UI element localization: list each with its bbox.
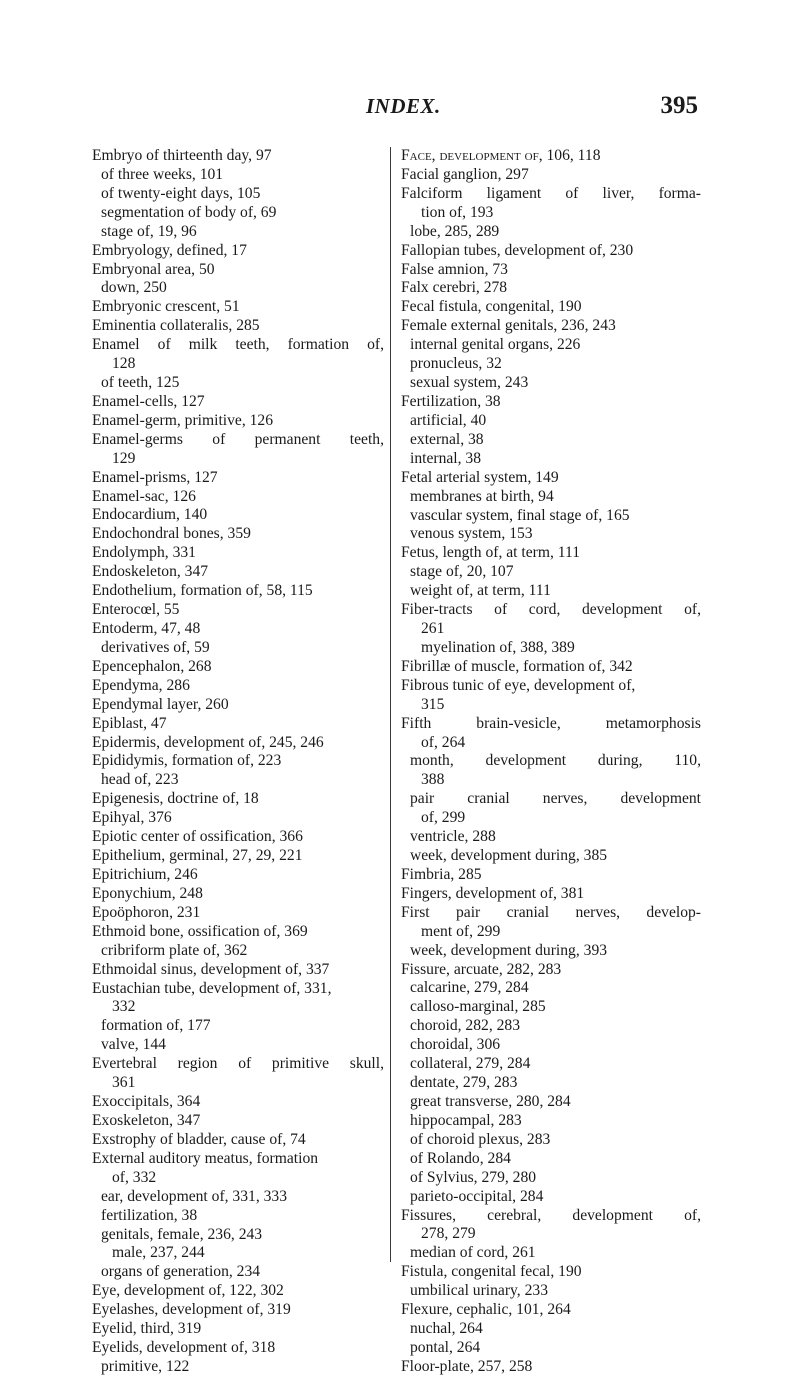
index-entry: Epitrichium, 246: [92, 866, 198, 883]
index-entry: Fertilization, 38: [401, 392, 501, 410]
index-entry: Evertebral region of primitive skull,: [92, 1055, 384, 1073]
index-entry: Enamel-sac, 126: [92, 487, 196, 505]
index-entry: hippocampal, 283: [410, 1111, 522, 1129]
index-entry: Eponychium, 248: [92, 884, 203, 902]
index-entry: 315: [421, 695, 445, 713]
index-entry: Flexure, cephalic, 101, 264: [401, 1301, 571, 1319]
index-entry: ear, development of, 331, 333: [101, 1187, 288, 1205]
index-entry: Endolymph, 331: [92, 544, 196, 562]
column-divider: [390, 147, 391, 1262]
index-column-left: [92, 147, 384, 1377]
index-entry: Fetal arterial system, 149: [401, 468, 559, 486]
page-number: 395: [660, 92, 698, 119]
index-entry: Epihyal, 376: [92, 809, 172, 827]
index-entry: Epithelium, germinal, 27, 29, 221: [92, 847, 303, 865]
index-entry: Exoskeleton, 347: [92, 1111, 201, 1129]
index-entry: median of cord, 261: [410, 1244, 536, 1262]
index-entry: Fibrillæ of muscle, formation of, 342: [401, 657, 633, 675]
index-entry: Endocardium, 140: [92, 506, 208, 524]
index-entry: pontal, 264: [410, 1338, 481, 1356]
index-entry: Enamel of milk teeth, formation of,: [92, 336, 384, 354]
index-entry: of three weeks, 101: [101, 165, 224, 183]
index-entry: dentate, 279, 283: [410, 1074, 518, 1092]
index-entry: Fibrous tunic of eye, development of,: [401, 676, 636, 694]
index-entry: Eyelashes, development of, 319: [92, 1301, 291, 1319]
index-entry: of, 332: [112, 1168, 157, 1186]
index-entry: Eustachian tube, development of, 331,: [92, 979, 332, 997]
index-entry: venous system, 153: [410, 525, 533, 543]
index-entry: internal, 38: [410, 449, 482, 467]
index-entry: calloso-marginal, 285: [410, 998, 546, 1016]
index-entry: Enamel-prisms, 127: [92, 468, 218, 486]
index-entry: primitive, 122: [101, 1357, 190, 1375]
index-entry: weight of, at term, 111: [410, 582, 551, 600]
index-entry: Falciform ligament of liver, forma-: [401, 184, 701, 202]
index-entry: Enamel-germ, primitive, 126: [92, 411, 274, 429]
index-entry: stage of, 19, 96: [101, 222, 197, 240]
index-entry: Epigenesis, doctrine of, 18: [92, 790, 259, 808]
index-entry: derivatives of, 59: [101, 638, 210, 656]
index-entry: choroidal, 306: [410, 1036, 501, 1054]
index-entry: segmentation of body of, 69: [101, 203, 277, 221]
index-entry: of, 299: [421, 809, 466, 827]
index-entry: Epiblast, 47: [92, 714, 167, 732]
index-entry: Epididymis, formation of, 223: [92, 752, 282, 770]
index-entry: Fifth brain-vesicle, metamorphosis: [401, 714, 701, 732]
index-entry: of teeth, 125: [101, 374, 180, 392]
index-entry: 388: [421, 771, 445, 789]
index-column-right: [401, 147, 701, 1377]
index-entry: Enamel-cells, 127: [92, 392, 205, 410]
index-entry: Ethmoidal sinus, development of, 337: [92, 960, 330, 978]
index-entry: Enterocœl, 55: [92, 601, 180, 619]
index-entry: male, 237, 244: [112, 1244, 205, 1262]
index-entry: week, development during, 393: [410, 941, 608, 959]
index-entry: Ethmoid bone, ossification of, 369: [92, 922, 308, 940]
index-entry: Female external genitals, 236, 243: [401, 317, 616, 335]
index-entry: 129: [112, 449, 136, 467]
index-entry: Epoöphoron, 231: [92, 903, 201, 921]
index-entry: Fallopian tubes, development of, 230: [401, 241, 634, 259]
index-entry: parieto-occipital, 284: [410, 1187, 544, 1205]
index-entry: Exoccipitals, 364: [92, 1093, 201, 1111]
index-entry: internal genital organs, 226: [410, 336, 581, 354]
index-entry: Entoderm, 47, 48: [92, 620, 201, 638]
index-entry: False amnion, 73: [401, 260, 508, 278]
index-entry: Eminentia collateralis, 285: [92, 317, 260, 335]
index-entry: tion of, 193: [421, 203, 494, 221]
index-entry: Facial ganglion, 297: [401, 165, 529, 183]
index-entry: 332: [112, 998, 136, 1016]
index-entry: of Rolando, 284: [410, 1149, 511, 1167]
index-entry: pronucleus, 32: [410, 355, 502, 373]
index-entry: Embryonal area, 50: [92, 260, 215, 278]
index-entry: of choroid plexus, 283: [410, 1130, 551, 1148]
index-entry: week, development during, 385: [410, 847, 608, 865]
index-entry: Embryology, defined, 17: [92, 241, 247, 259]
index-entry: Enamel-germs of permanent teeth,: [92, 430, 384, 448]
index-entry: head of, 223: [101, 771, 179, 789]
index-entry: Eyelids, development of, 318: [92, 1339, 276, 1357]
index-entry: External auditory meatus, formation: [92, 1149, 319, 1167]
index-entry: 278, 279: [421, 1225, 476, 1243]
index-entry: 361: [112, 1074, 136, 1092]
index-entry: Ependyma, 286: [92, 676, 190, 694]
index-entry: Fiber-tracts of cord, development of,: [401, 601, 701, 619]
index-entry: Face, development of, 106, 118: [401, 147, 601, 164]
index-entry: Fissure, arcuate, 282, 283: [401, 960, 562, 978]
index-entry: Embryonic crescent, 51: [92, 298, 240, 316]
index-entry: vascular system, final stage of, 165: [410, 506, 630, 524]
index-entry: cribriform plate of, 362: [101, 941, 248, 959]
index-entry: organs of generation, 234: [101, 1263, 261, 1281]
index-entry: Endothelium, formation of, 58, 115: [92, 582, 313, 600]
index-entry: umbilical urinary, 233: [410, 1282, 548, 1300]
index-entry: Ependymal layer, 260: [92, 695, 229, 713]
index-entry: 128: [112, 355, 136, 373]
index-entry: Eye, development of, 122, 302: [92, 1282, 284, 1300]
index-entry: genitals, female, 236, 243: [101, 1225, 263, 1243]
index-entry: of twenty-eight days, 105: [101, 184, 261, 202]
index-entry: Endoskeleton, 347: [92, 563, 209, 581]
index-entry: Fissures, cerebral, development of,: [401, 1206, 701, 1224]
index-entry: Embryo of thirteenth day, 97: [92, 147, 272, 164]
index-entry: fertilization, 38: [101, 1206, 198, 1224]
index-entry: Fetus, length of, at term, 111: [401, 544, 581, 562]
index-entry: ment of, 299: [421, 922, 501, 940]
index-entry: Epidermis, development of, 245, 246: [92, 733, 324, 751]
index-entry: great transverse, 280, 284: [410, 1093, 571, 1110]
running-title: INDEX.: [366, 94, 441, 118]
index-entry: calcarine, 279, 284: [410, 979, 529, 997]
page-header: [0, 94, 800, 126]
index-entry: Fistula, congenital fecal, 190: [401, 1263, 582, 1281]
index-entry: Fingers, development of, 381: [401, 884, 585, 902]
index-entry: Falx cerebri, 278: [401, 279, 508, 297]
index-entry: Fecal fistula, congenital, 190: [401, 298, 582, 316]
index-entry: myelination of, 388, 389: [421, 638, 575, 656]
index-entry: Fimbria, 285: [401, 865, 482, 883]
index-entry: pair cranial nerves, development: [410, 790, 701, 808]
index-entry: external, 38: [410, 430, 484, 448]
index-entry: Epencephalon, 268: [92, 657, 212, 675]
index-entry: month, development during, 110,: [410, 752, 701, 770]
index-entry: ventricle, 288: [410, 828, 496, 846]
index-entry: Epiotic center of ossification, 366: [92, 828, 303, 846]
index-entry: choroid, 282, 283: [410, 1017, 521, 1035]
index-entry: First pair cranial nerves, develop-: [401, 903, 701, 921]
index-entry: membranes at birth, 94: [410, 487, 554, 505]
index-entry: sexual system, 243: [410, 374, 529, 392]
index-entry: of, 264: [421, 733, 466, 751]
index-entry: collateral, 279, 284: [410, 1055, 531, 1073]
index-entry: Exstrophy of bladder, cause of, 74: [92, 1130, 306, 1148]
index-entry: Floor-plate, 257, 258: [401, 1357, 533, 1375]
index-entry: nuchal, 264: [410, 1320, 483, 1338]
index-entry: down, 250: [101, 279, 167, 297]
index-entry: stage of, 20, 107: [410, 563, 514, 581]
index-entry: valve, 144: [101, 1036, 166, 1054]
index-entry: 261: [421, 620, 445, 638]
index-entry: formation of, 177: [101, 1017, 211, 1035]
index-entry: lobe, 285, 289: [410, 222, 500, 240]
index-entry: artificial, 40: [410, 411, 487, 429]
index-entry: Endochondral bones, 359: [92, 525, 251, 543]
index-entry: Eyelid, third, 319: [92, 1320, 202, 1338]
index-entry: of Sylvius, 279, 280: [410, 1168, 537, 1186]
